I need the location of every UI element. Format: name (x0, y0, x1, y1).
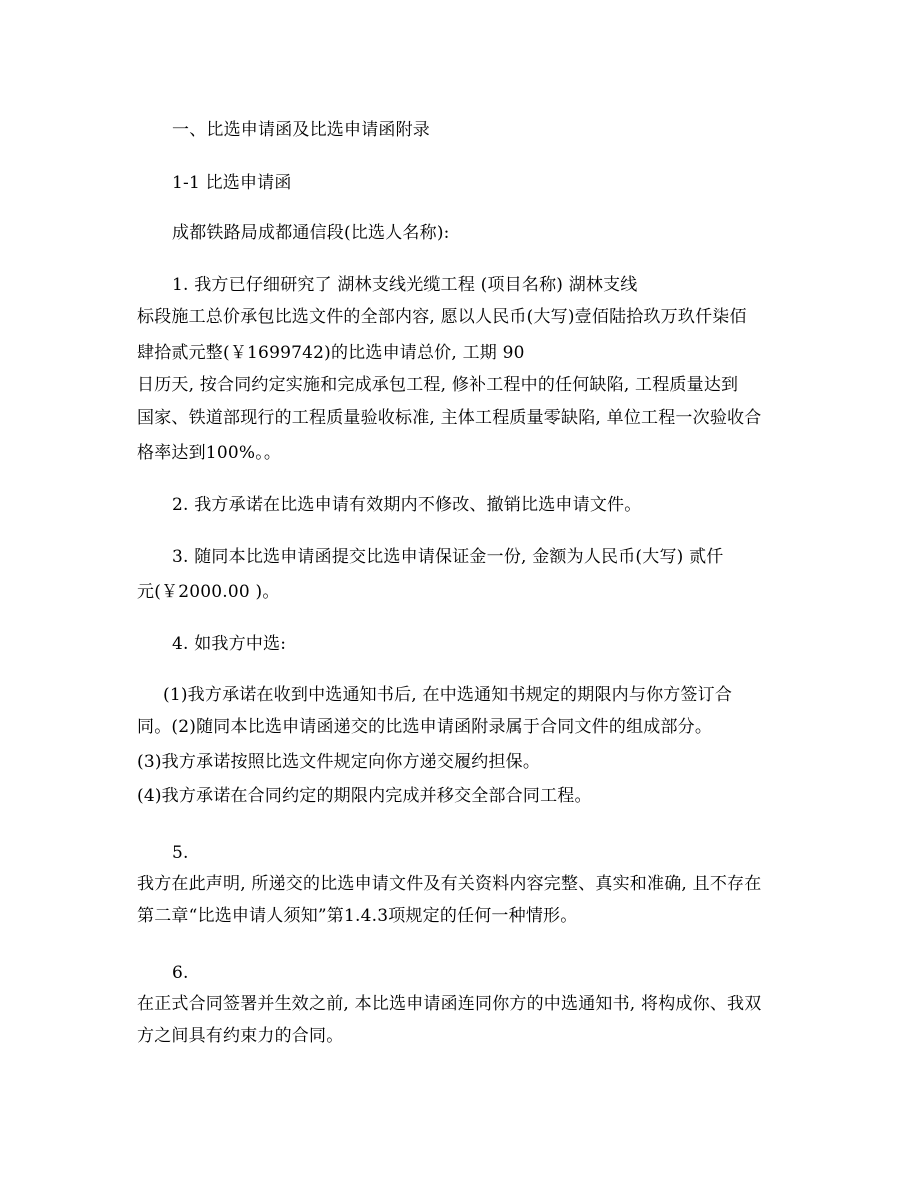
item1-line3: 肆拾贰元整(￥1699742)的比选申请总价, 工期 90 (137, 343, 525, 363)
item1-line1: 1. 我方已仔细研究了 湖林支线光缆工程 (项目名称) 湖林支线 (172, 275, 638, 295)
item4-sub1: (1)我方承诺在收到中选通知书后, 在中选通知书规定的期限内与你方签订合 (163, 685, 733, 705)
subsection-title: 1-1 比选申请函 (172, 173, 292, 193)
item1-line2: 标段施工总价承包比选文件的全部内容, 愿以人民币(大写)壹佰陆拾玖万玖仟柒佰 (137, 307, 747, 327)
item5-number: 5. (172, 843, 189, 863)
item6-line1: 在正式合同签署并生效之前, 本比选申请函连同你方的中选通知书, 将构成你、我双 (137, 994, 762, 1014)
item5-line2: 第二章“比选申请人须知”第1.4.3项规定的任何一种情形。 (137, 906, 578, 926)
item1-line6: 格率达到100%。。 (137, 443, 282, 463)
item4-line1: 4. 如我方中选: (172, 634, 287, 654)
item6-line2: 方之间具有约束力的合同。 (137, 1026, 344, 1046)
item4-sub1-cont: 同。(2)随同本比选申请函递交的比选申请函附录属于合同文件的组成部分。 (137, 717, 713, 737)
item5-line1: 我方在此声明, 所递交的比选申请文件及有关资料内容完整、真实和准确, 且不存在 (137, 874, 762, 894)
item3-line1: 3. 随同本比选申请函提交比选申请保证金一份, 金额为人民币(大写) 贰仟 (172, 547, 724, 567)
item6-number: 6. (172, 963, 189, 983)
item4-sub4: (4)我方承诺在合同约定的期限内完成并移交全部合同工程。 (137, 786, 592, 806)
item4-sub3: (3)我方承诺按照比选文件规定向你方递交履约担保。 (137, 752, 541, 772)
item2-line1: 2. 我方承诺在比选申请有效期内不修改、撤销比选申请文件。 (172, 495, 642, 515)
section-title: 一、比选申请函及比选申请函附录 (172, 120, 430, 140)
item1-line5: 国家、铁道部现行的工程质量验收标准, 主体工程质量零缺陷, 单位工程一次验收合 (137, 408, 762, 428)
addressee: 成都铁路局成都通信段(比选人名称): (172, 223, 450, 243)
item3-line2: 元(￥2000.00 )。 (137, 582, 280, 602)
item1-line4: 日历天, 按合同约定实施和完成承包工程, 修补工程中的任何缺陷, 工程质量达到 (137, 375, 739, 395)
